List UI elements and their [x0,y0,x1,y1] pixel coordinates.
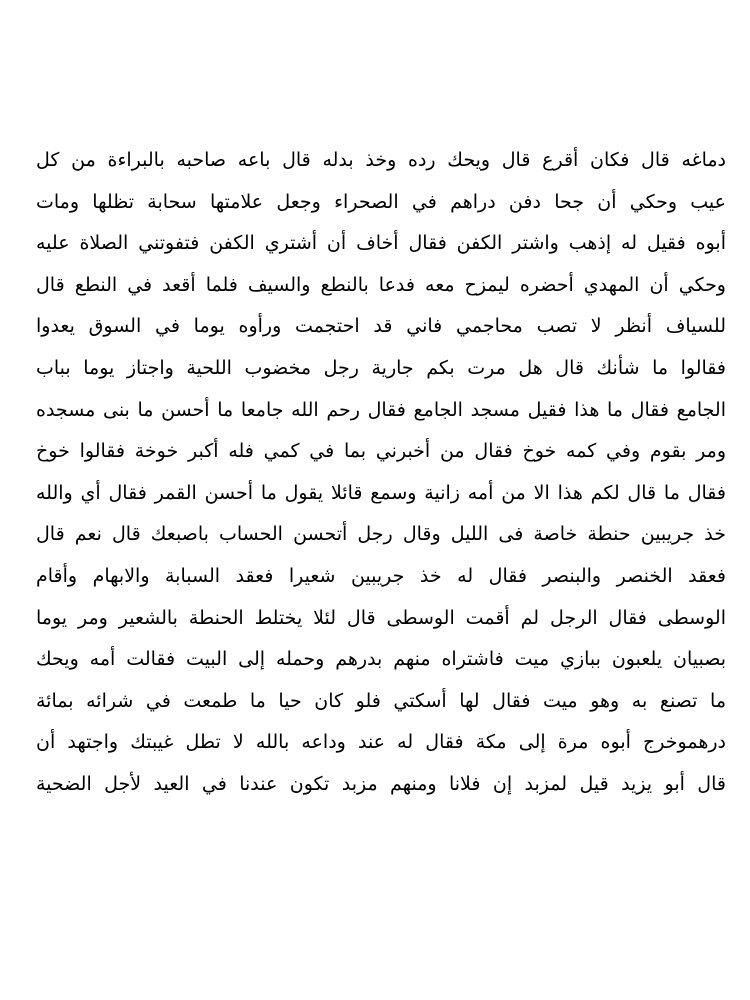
text-line: عيب وحكي أن جحا دفن دراهم في الصحراء وجعل علامتها سحابة تظلها ومات [36,190,726,213]
body-text [36,140,726,806]
text-line: قال أبو يزيد قيل لمزبد إن فلانا ومنهم مزبد تكون عندنا في العيد لأجل الضحية [36,772,726,795]
text-line: ومر بقوم وفي كمه خوخ فقال من أخبرني بما في كمي فله أكبر خوخة فقالوا خوخ [36,440,726,463]
text-line: فقال ما قال لكم هذا الا من أمه زانية وسمع قائلا يقول ما أحسن القمر فقال أي والله [36,481,726,504]
text-line: الوسطى فقال الرجل لم أقمت الوسطى قال لئلا يختلط الحنطة بالشعير ومر يوما [36,606,726,629]
text-line: خذ جريبين حنطة خاصة فى الليل وقال رجل أتحسن الحساب باصبعك قال نعم قال [36,523,726,546]
text-line: للسياف أنظر لا تصب محاجمي فاني قد احتجمت ورأوه يوما في السوق يعدوا [36,315,726,338]
text-line: دماغه قال فكان أقرع قال ويحك رده وخذ بدله قال باعه صاحبه بالبراءة من كل [36,149,726,171]
text-line: الجامع فقال ما هذا فقيل مسجد الجامع فقال رحم الله جامعا ما أحسن ما بنى مسجده [36,398,726,421]
text-line: فعقد الخنصر والبنصر فقال له خذ جريبين شعيرا فعقد السبابة والابهام وأقام [36,564,726,587]
text-line: بصبيان يلعبون ببازي ميت فاشتراه منهم بدرهم وحمله إلى البيت فقالت أمه ويحك [36,648,726,671]
text-line: درهموخرج أبوه مرة إلى مكة فقال له عند وداعه بالله لا تطل غيبتك واجتهد أن [36,731,726,754]
text-line: فقالوا ما شأنك قال هل مرت بكم جارية رجل مخضوب اللحية واجتاز يوما بباب [36,356,726,379]
text-line: وحكي أن المهدي أحضره ليمزح معه فدعا بالنطع والسيف فلما أقعد في النطع قال [36,273,726,296]
text-line: أبوه فقيل له إذهب واشتر الكفن فقال أخاف أن أشتري الكفن فتفوتني الصلاة عليه [36,232,726,255]
text-line: ما تصنع به وهو ميت فقال لها أسكتي فلو كان حيا ما طمعت في شرائه بمائة [36,689,726,712]
